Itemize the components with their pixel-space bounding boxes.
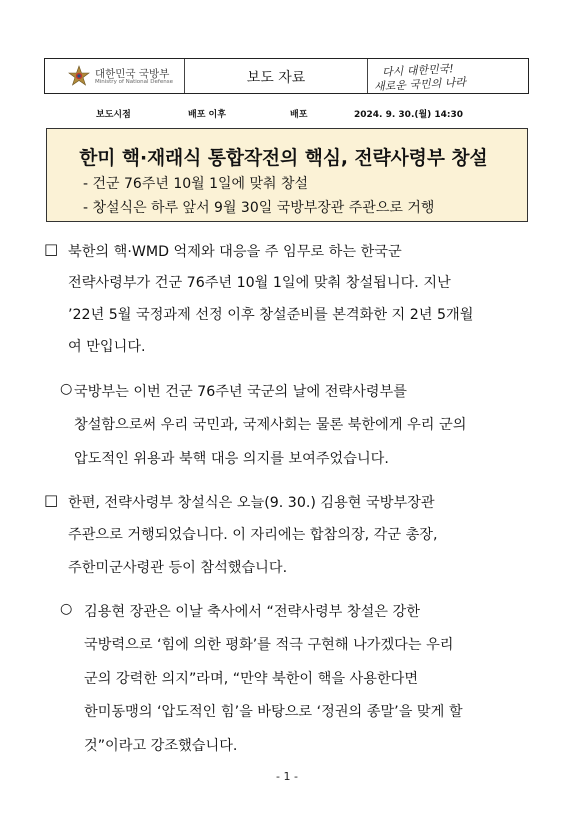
org-cell	[45, 59, 185, 93]
press-release-label: 보도 자료	[246, 70, 306, 86]
body-line: 북한의 핵·WMD 억제와 대응을 주 임무로 하는 한국군	[68, 244, 402, 260]
embargo-label: 보도시점	[96, 110, 131, 120]
org-name-ko: 대한민국 국방부	[95, 68, 170, 80]
page-number: - 1 -	[276, 770, 298, 783]
body-line: 주관으로 거행되었습니다. 이 자리에는 합참의장, 각군 총장,	[68, 527, 438, 543]
bullet-square: □	[44, 240, 59, 258]
body-line: 창설함으로써 우리 국민과, 국제사회는 물론 북한에게 우리 군의	[74, 417, 467, 433]
headline-subtitle-2: - 창설식은 하루 앞서 9월 30일 국방부장관 주관으로 거행	[83, 200, 435, 216]
slogan-cell	[368, 59, 528, 93]
body-line: 압도적인 위용과 북핵 대응 의지를 보여주었습니다.	[74, 451, 389, 467]
body-line: 국방력으로 ‘힘에 의한 평화’를 적극 구현해 나가겠다는 우리	[84, 637, 454, 653]
body-line: 국방부는 이번 건군 76주년 국군의 날에 전략사령부를	[74, 384, 407, 400]
bullet-square: □	[44, 491, 59, 509]
release-date: 2024. 9. 30.(월) 14:30	[354, 110, 464, 120]
headline-subtitle-1: - 건군 76주년 10월 1일에 맞춰 창설	[83, 176, 309, 192]
slogan-line2: 새로운 국민의 나라	[373, 75, 467, 94]
body-line: 한편, 전략사령부 창설식은 오늘(9. 30.) 김용현 국방부장관	[68, 495, 435, 511]
body-line: 주한미군사령관 등이 참석했습니다.	[68, 560, 288, 576]
body-line: 군의 강력한 의지”라며, “만약 북한이 핵을 사용한다면	[84, 671, 419, 687]
press-cell	[185, 59, 368, 93]
body-line: 전략사령부가 건군 76주년 10월 1일에 맞춰 창설됩니다. 지난	[68, 275, 451, 291]
press-header	[44, 58, 529, 94]
embargo-value: 배포 이후	[188, 110, 226, 120]
bullet-circle: ○	[60, 601, 73, 617]
body-line: 김용현 장관은 이날 축사에서 “전략사령부 창설은 강한	[84, 604, 420, 620]
org-name-en: Ministry of National Defense	[95, 79, 173, 85]
mnd-emblem-icon	[67, 65, 91, 87]
distribution-label: 배포	[290, 110, 308, 120]
headline-title: 한미 핵·재래식 통합작전의 핵심, 전략사령부 창설	[79, 147, 488, 169]
bullet-circle: ○	[60, 381, 73, 397]
body-line: ’22년 5월 국정과제 선정 이후 창설준비를 본격화한 지 2년 5개월	[68, 307, 474, 323]
slogan-line1: 다시 대한민국!	[381, 62, 455, 79]
body-line: 한미동맹의 ‘압도적인 힘’을 바탕으로 ‘정권의 종말’을 맞게 할	[84, 704, 463, 720]
body-line: 여 만입니다.	[68, 339, 146, 355]
body-line: 것”이라고 강조했습니다.	[84, 738, 238, 754]
headline-box	[46, 128, 528, 222]
